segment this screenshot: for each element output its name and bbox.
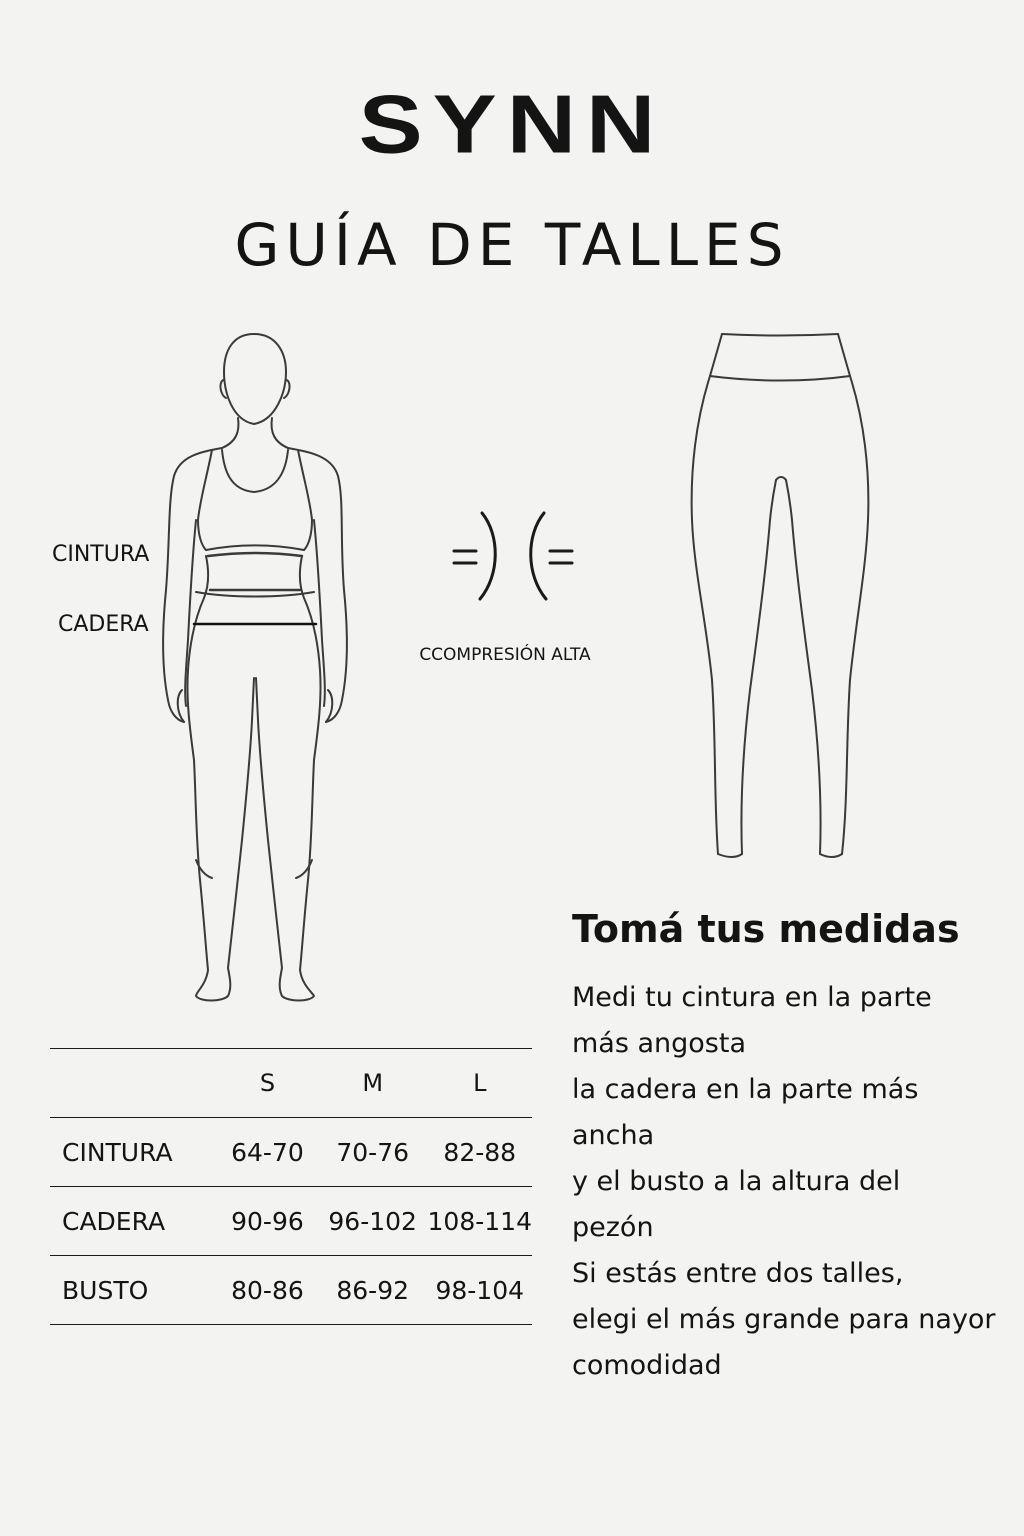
table-cell: 96-102 [328,1206,417,1236]
instruction-line: elegi el más grande para nayor [572,1304,996,1335]
table-cell: 86-92 [336,1275,410,1305]
hip-label: CADERA [58,612,149,637]
table-cell: 90-96 [231,1206,304,1236]
size-header-l: L [473,1069,487,1097]
measure-title: Tomá tus medidas [572,907,960,951]
compression-label: CCOMPRESIÓN ALTA [419,645,591,665]
brand-logo: SYNN [358,78,666,171]
instruction-line: y el busto a la altura del [572,1166,901,1197]
page-title: GUÍA DE TALLES [234,211,790,279]
instruction-line: más angosta [572,1028,747,1059]
instruction-line: Medi tu cintura en la parte [572,982,932,1013]
instruction-line: ancha [572,1120,655,1151]
table-row [50,1118,532,1187]
table-cell: 108-114 [427,1206,532,1236]
table-cell: 98-104 [435,1275,525,1305]
measure-instructions [572,975,1012,1389]
row-label: CADERA [62,1206,166,1236]
instruction-line: pezón [572,1212,654,1243]
table-cell: 64-70 [231,1137,304,1167]
table-cell: 70-76 [336,1137,410,1167]
table-header-row [50,1049,532,1118]
row-label: CINTURA [62,1137,173,1167]
table-row [50,1187,532,1256]
waist-label: CINTURA [52,542,150,567]
table-corner-cell [50,1049,217,1118]
instruction-line: comodidad [572,1350,722,1381]
instruction-line: Si estás entre dos talles, [572,1258,904,1289]
instruction-line: la cadera en la parte más [572,1074,919,1105]
size-header-s: S [259,1069,276,1097]
size-table [50,1048,532,1325]
table-cell: 82-88 [443,1137,517,1167]
table-cell: 80-86 [231,1275,304,1305]
size-header-m: M [362,1069,384,1097]
row-label: BUSTO [62,1275,149,1305]
table-row [50,1256,532,1325]
